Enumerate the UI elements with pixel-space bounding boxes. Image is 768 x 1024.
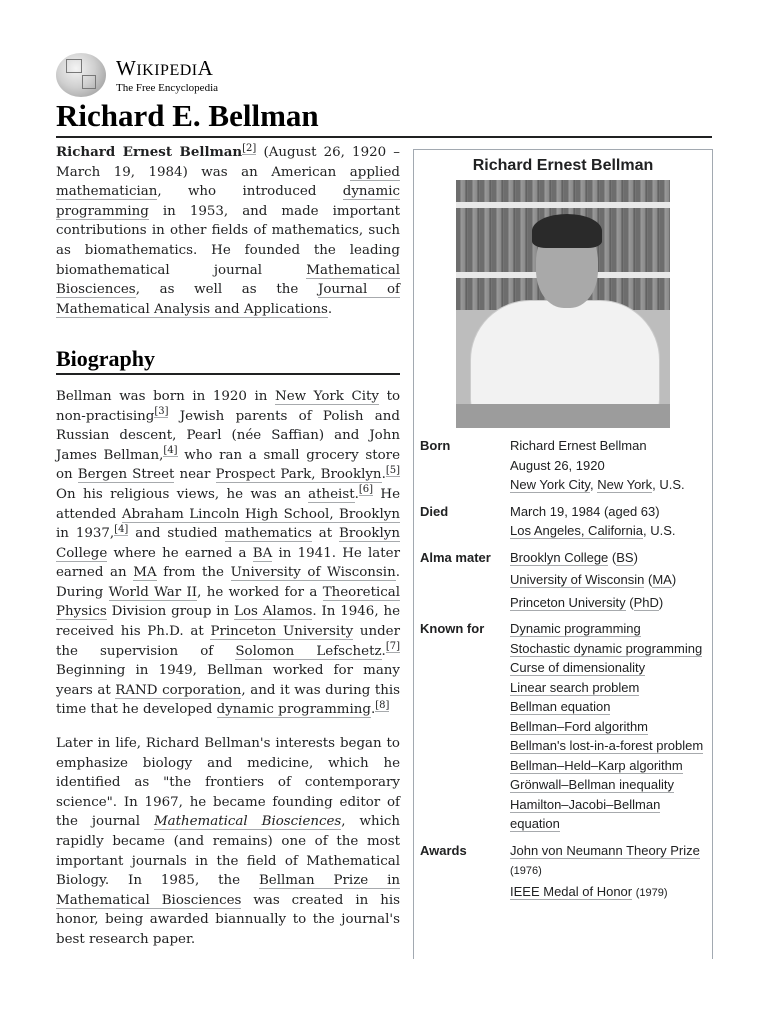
text: in 1953, and made important contributions in other fields of mathematics, such as biomathematics. He founded the leading biomathematical journal [56, 203, 400, 278]
ref-8[interactable]: [8] [375, 699, 390, 711]
page-title: Richard E. Bellman [56, 98, 319, 133]
link-known-for[interactable]: Bellman's lost-in-a-forest problem [510, 738, 704, 753]
link-brooklyn-college[interactable]: Brooklyn College [56, 526, 400, 561]
link-mathematical-biosciences-2[interactable]: Mathematical Biosciences [153, 814, 342, 830]
ref-3[interactable]: [3] [154, 406, 169, 418]
text: Bellman was born in 1920 in [56, 388, 275, 404]
text: On his religious views, he was an [56, 486, 309, 502]
known-item [510, 639, 706, 659]
text: ) [671, 572, 677, 587]
award-year: (1976) [510, 865, 542, 877]
text: ( [644, 572, 653, 587]
known-item [510, 658, 706, 678]
infobox-data [510, 436, 706, 495]
link-dynamic-programming-2[interactable]: dynamic programming [216, 702, 371, 718]
intro-paragraph [56, 143, 400, 319]
wikipedia-globe-icon[interactable] [56, 53, 106, 97]
infobox [413, 149, 713, 959]
text: . [381, 467, 386, 483]
section-heading-biography: Biography [56, 349, 400, 375]
link-known-for[interactable]: Stochastic dynamic programming [510, 640, 703, 656]
text: , [589, 477, 598, 492]
link-alma-degree[interactable]: MA [652, 572, 672, 587]
infobox-data [510, 502, 706, 541]
award-item [510, 882, 706, 904]
infobox-label: Known for [420, 621, 485, 636]
infobox-data [510, 548, 706, 613]
ref-4b[interactable]: [4] [114, 523, 129, 535]
text: , he worked for a [197, 584, 323, 600]
died-place [510, 521, 706, 541]
link-dynamic-programming[interactable]: dynamic programming [56, 184, 400, 219]
text: , which rapidly became (and remains) one of the most important journals in the field of Mathematical Biology. In 1985, the [56, 814, 400, 889]
alma-item [510, 593, 706, 613]
infobox-data [510, 619, 706, 834]
ref-2[interactable]: [2] [242, 142, 257, 154]
photo-desk [456, 404, 670, 428]
infobox-row-awards [414, 841, 712, 904]
link-known-for[interactable]: Bellman–Ford algorithm [510, 718, 649, 734]
text: ( [625, 594, 634, 610]
link-bellman-prize[interactable]: Bellman Prize in Mathematical Biosciences [56, 873, 400, 908]
text: ) [633, 549, 638, 565]
link-mathematics[interactable]: mathematics [224, 526, 312, 542]
link-los-angeles[interactable]: Los Angeles, California [510, 523, 643, 538]
text: , U.S. [652, 477, 685, 492]
link-princeton-university[interactable]: Princeton University [210, 624, 354, 640]
infobox-row-alma-mater [414, 548, 712, 613]
award-item [510, 841, 706, 882]
link-rand-corporation[interactable]: RAND corporation [115, 682, 242, 698]
text: where he earned a [107, 545, 253, 561]
article-body [56, 143, 400, 964]
wordmark-title: WIKIPEDIA [116, 55, 214, 80]
known-item [510, 619, 706, 639]
link-university-of-wisconsin[interactable]: University of Wisconsin [230, 565, 396, 581]
text: . [327, 301, 333, 317]
text: . During [56, 565, 400, 600]
wordmark-tagline: The Free Encyclopedia [116, 81, 219, 94]
known-item [510, 717, 706, 737]
text: at [311, 526, 340, 542]
text: who ran a small grocery store on [56, 447, 400, 483]
known-item [510, 697, 706, 717]
text: . [371, 702, 376, 718]
link-alma-degree[interactable]: PhD [633, 594, 659, 610]
known-item [510, 756, 706, 776]
link-award[interactable]: IEEE Medal of Honor [510, 883, 633, 899]
infobox-table [414, 436, 712, 903]
link-alma-degree[interactable]: BS [616, 549, 634, 565]
text: in 1937, [56, 526, 115, 542]
ref-5[interactable]: [5] [385, 464, 400, 476]
portrait-photo[interactable] [456, 180, 670, 428]
link-ba[interactable]: BA [252, 545, 273, 561]
infobox-label: Alma mater [420, 549, 491, 565]
text: Later in life, Richard Bellman's interests began to emphasize biology and medicine, which he identified as "the frontiers of contemporary science". In 1967, he became founding editor of the journal [56, 736, 400, 830]
biography-paragraph-1 [56, 387, 400, 720]
ref-7[interactable]: [7] [385, 641, 400, 653]
text: Division group in [106, 604, 235, 620]
biography-paragraph-2 [56, 734, 400, 950]
link-new-york-state[interactable]: New York [597, 477, 653, 492]
link-alma-school[interactable]: University of Wisconsin [510, 572, 645, 587]
link-known-for[interactable]: Curse of dimensionality [510, 660, 646, 675]
link-jmaa[interactable]: Journal of Mathematical Analysis and Applications [56, 282, 400, 317]
link-prospect-park[interactable]: Prospect Park, Brooklyn [215, 467, 382, 483]
infobox-label: Died [420, 503, 449, 519]
infobox-title: Richard Ernest Bellman [472, 157, 654, 174]
link-bergen-street[interactable]: Bergen Street [77, 467, 175, 483]
known-item [510, 736, 706, 756]
ref-6[interactable]: [6] [358, 484, 374, 496]
photo-person-hair [532, 214, 602, 248]
link-known-for[interactable]: Bellman equation [510, 699, 611, 714]
text: , who introduced [157, 184, 343, 200]
text: ( [608, 549, 617, 565]
text: ) [658, 594, 664, 610]
alma-item [510, 548, 706, 568]
known-item [510, 678, 706, 698]
photo-person-body [470, 300, 660, 420]
subject-name: Richard Ernest Bellman [56, 144, 243, 160]
infobox-row-known-for [414, 619, 712, 834]
text: , U.S. [642, 523, 676, 538]
award-year: (1979) [635, 886, 668, 899]
link-known-for[interactable]: Dynamic programming [510, 621, 641, 636]
link-alma-school[interactable]: Princeton University [510, 594, 626, 610]
link-alma-school[interactable]: Brooklyn College [510, 549, 609, 565]
text: . In 1946, he received his Ph.D. at [56, 604, 400, 640]
born-name: Richard Ernest Bellman [510, 438, 647, 453]
link-los-alamos[interactable]: Los Alamos [234, 604, 313, 620]
text: , as well as the [135, 282, 318, 298]
infobox-row-born [414, 436, 712, 495]
born-date: August 26, 1920 [510, 457, 605, 473]
link-new-york-city-ib[interactable]: New York City [510, 477, 590, 492]
link-new-york-city[interactable]: New York City [274, 388, 379, 404]
link-ma[interactable]: MA [133, 565, 157, 581]
infobox-row-died [414, 502, 712, 541]
link-theoretical-physics[interactable]: Theoretical Physics [56, 584, 401, 620]
link-applied-mathematician[interactable]: applied mathematician [56, 164, 400, 200]
link-known-for[interactable]: Linear search problem [510, 679, 640, 695]
title-divider [56, 136, 712, 138]
photo-shelf-board [456, 202, 670, 208]
died-date: March 19, 1984 (aged 63) [510, 503, 660, 519]
infobox-label: Born [420, 438, 451, 453]
text: was created in his honor, being awarded biannually to the journal's best research paper. [56, 892, 400, 947]
link-known-for[interactable]: Grönwall–Bellman inequality [510, 777, 675, 792]
link-solomon-lefschetz[interactable]: Solomon Lefschetz [235, 643, 382, 659]
wikipedia-header[interactable] [56, 53, 218, 97]
text: to non-practising [56, 388, 401, 424]
text: from the [156, 565, 231, 581]
text: (August 26, 1920 – March 19, 1984) was an American [56, 145, 400, 180]
text: under the supervision of [56, 624, 401, 659]
link-known-for[interactable]: Bellman–Held–Karp algorithm [510, 757, 683, 773]
alma-item [510, 570, 706, 590]
wikipedia-wordmark[interactable] [116, 57, 218, 94]
link-known-for[interactable]: Hamilton–Jacobi–Bellman equation [510, 796, 661, 831]
infobox-label: Awards [420, 842, 467, 858]
born-place [510, 475, 706, 495]
infobox-data [510, 841, 706, 904]
text: He attended [56, 486, 400, 522]
text: . [381, 643, 386, 659]
known-item [510, 775, 706, 795]
text: . [354, 486, 359, 502]
link-mathematical-biosciences[interactable]: Mathematical Biosciences [56, 262, 400, 298]
link-lincoln-high-school[interactable]: Abraham Lincoln High School, Brooklyn [121, 506, 400, 522]
text: and studied [128, 526, 225, 542]
text: Beginning in 1949, Bellman worked for many years at [56, 663, 400, 698]
text: in 1941. He later earned an [56, 545, 400, 581]
known-item [510, 795, 706, 834]
text: Jewish parents of Polish and Russian descent, Pearl (née Saffian) and John James Bellman, [56, 408, 400, 463]
link-award[interactable]: John von Neumann Theory Prize [510, 842, 700, 858]
ref-4[interactable]: [4] [163, 445, 178, 457]
link-atheist[interactable]: atheist [308, 486, 355, 502]
link-world-war-ii[interactable]: World War II [108, 584, 198, 600]
text: , and it was during this time that he developed [56, 682, 401, 718]
text: near [174, 467, 216, 483]
